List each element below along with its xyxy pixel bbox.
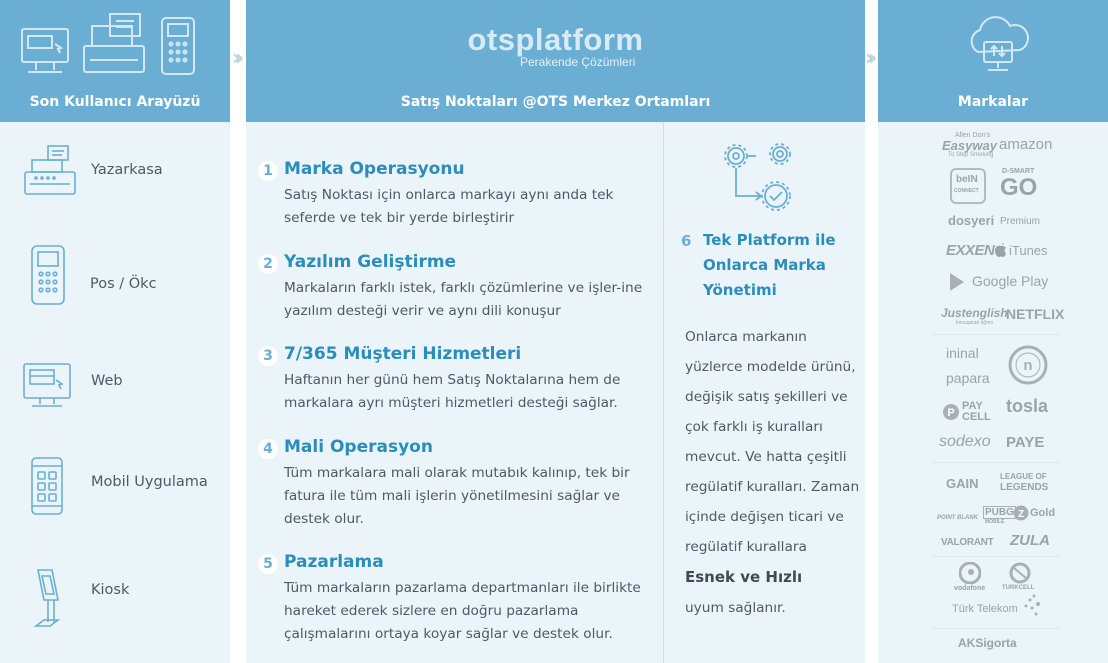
feature-6-title: Tek Platform ile Onlarca Marka Yönetimi xyxy=(703,231,836,299)
aksigorta-logo: AKSigorta xyxy=(958,636,1017,650)
google-play-icon xyxy=(948,272,966,292)
left-item-mobile xyxy=(0,456,230,516)
feature-6-highlight: Esnek ve Hızlı xyxy=(685,568,803,586)
feature-number: 6 xyxy=(681,232,692,250)
brands-title: Markalar xyxy=(957,94,1029,110)
feature-6-text: Onlarca markanın yüzlerce modelde ürünü, değişik satış şekilleri ve çok farklı iş kuralları mevcut. Ve hatta çeşitli regülatif kuralları. Zaman içinde değişen ticari ve regülatif kurallara xyxy=(685,329,860,555)
brand-separator xyxy=(933,334,1059,335)
feature-6-description xyxy=(685,322,860,623)
chevron-right-icon: ›› xyxy=(865,46,872,71)
left-item-kiosk xyxy=(0,566,230,626)
cash-register-icon xyxy=(22,142,78,198)
turkcell-logo: TURKCELL xyxy=(1002,585,1035,591)
turktelekom-logo: Türk Telekom xyxy=(952,603,1018,615)
pos-terminal-icon xyxy=(26,244,82,308)
paycell-logo-top: PAY xyxy=(962,400,983,412)
left-item-label: Yazarkasa xyxy=(91,162,163,178)
feature-description: Haftanın her günü hem Satış Noktalarına hem de markalara ayrı müşteri hizmetleri desteği sağlar. xyxy=(284,372,621,411)
vodafone-logo: vodafone xyxy=(954,585,986,592)
feature-number: 3 xyxy=(258,346,278,366)
feature-title: 7/365 Müşteri Hizmetleri xyxy=(284,344,522,364)
left-item-yazarkasa xyxy=(0,142,230,202)
feature-title: Yazılım Geliştirme xyxy=(284,252,457,272)
go-logo: GO xyxy=(1000,174,1038,201)
feature-description: Tüm markaların pazarlama departmanları ile birlikte hareket ederek sizlere en doğru pazarlama çalışmalarını ortaya koyar sağlar ve destek olur. xyxy=(284,580,641,642)
end-user-column xyxy=(0,0,230,663)
valorant-logo: VALORANT xyxy=(941,537,994,548)
brand-separator xyxy=(933,628,1059,629)
smartphone-icon xyxy=(30,456,86,518)
easyway-logo-sub: To Step Smoking xyxy=(948,152,994,158)
paycell-logo-bottom: CELL xyxy=(962,411,991,423)
turkcell-icon xyxy=(1008,562,1032,584)
center-title: Satış Noktaları @OTS Merkez Ortamları xyxy=(400,94,711,110)
googleplay-logo: Google Play xyxy=(972,273,1049,289)
left-item-pos xyxy=(0,244,230,304)
feature-title: Marka Operasyonu xyxy=(284,159,465,179)
feature-title: Mali Operasyon xyxy=(284,437,433,457)
svg-text:Z: Z xyxy=(1017,509,1025,520)
papara-logo: papara xyxy=(946,370,990,386)
left-item-label: Web xyxy=(91,373,123,389)
feature-6-tail: uyum sağlanır. xyxy=(685,600,786,616)
bein-logo xyxy=(950,168,986,204)
bein-logo-text: beIN xyxy=(956,174,978,185)
svg-text:n: n xyxy=(1023,357,1033,374)
center-header xyxy=(246,0,865,122)
zgold-logo: Gold xyxy=(1030,507,1056,519)
svg-text:P: P xyxy=(947,407,955,419)
brands-column xyxy=(878,0,1108,663)
easyway-logo-top: Allen Don's xyxy=(955,132,991,139)
brand-separator xyxy=(933,462,1059,463)
turktelekom-icon xyxy=(1022,594,1044,618)
otsplatform-logo: otsplatform xyxy=(467,22,644,57)
brands-header xyxy=(878,0,1108,122)
apple-icon xyxy=(994,242,1008,258)
kiosk-icon xyxy=(26,566,82,632)
sodexo-logo: sodexo xyxy=(939,433,991,450)
dosyeri-logo: dosyeri xyxy=(948,213,995,228)
tosla-logo: tosla xyxy=(1006,396,1049,416)
feature-number: 2 xyxy=(258,254,278,274)
feature-description: Markaların farklı istek, farklı çözümlerine ve işler-ine yazılım desteği verir ve aynı dili konuşur xyxy=(284,280,643,319)
brand-separator xyxy=(933,556,1059,557)
left-item-label: Mobil Uygulama xyxy=(91,474,208,490)
pubg-logo: PUBG xyxy=(985,507,1014,518)
chevron-right-icon: ›› xyxy=(232,46,239,71)
feature-number: 4 xyxy=(258,439,278,459)
feature-number: 5 xyxy=(258,554,278,574)
column-divider xyxy=(663,122,664,663)
feature-number: 1 xyxy=(258,161,278,181)
itunes-logo: iTunes xyxy=(1009,243,1048,258)
z-coin-icon xyxy=(1013,505,1029,521)
easyway-logo: Easyway xyxy=(942,138,997,153)
justenglish-logo: Justenglish xyxy=(941,306,1008,320)
end-user-header xyxy=(0,0,230,122)
logo-subtitle: Perakende Çözümleri xyxy=(520,55,636,69)
amazon-logo: amazon xyxy=(999,136,1053,153)
cloud-computer-icon xyxy=(962,12,1036,82)
ininal-logo: ininal xyxy=(946,345,979,361)
gears-workflow-icon xyxy=(718,138,798,218)
feature-title: Pazarlama xyxy=(284,552,384,572)
lol-logo-top: LEAGUE OF xyxy=(1000,472,1047,481)
bein-logo-sub: CONNECT xyxy=(954,188,979,194)
feature-description: Tüm markalara mali olarak mutabık kalınıp, tek bir fatura ile tüm mali işlerin yönetilmesini sağlar ve destek olur. xyxy=(284,465,630,527)
left-item-web xyxy=(0,362,230,422)
devices-illustration-icon xyxy=(20,12,210,82)
gain-logo: GAIN xyxy=(946,476,979,491)
paycell-icon xyxy=(942,403,960,421)
n-coin-logo-icon xyxy=(1008,345,1048,385)
paye-logo: PAYE xyxy=(1006,434,1045,451)
vodafone-icon xyxy=(959,562,981,584)
end-user-title: Son Kullanıcı Arayüzü xyxy=(29,94,201,110)
dsmart-logo: D-SMART xyxy=(1002,168,1035,175)
justenglish-logo-sub: konuşarak öğren xyxy=(956,320,994,326)
dosyeri-premium: Premium xyxy=(1000,216,1041,227)
exxen-logo: EXXEN xyxy=(946,242,995,259)
netflix-logo: NETFLIX xyxy=(1006,306,1065,322)
left-item-label: Pos / Ökc xyxy=(90,276,157,292)
pubg-logo-sub: MOBILE xyxy=(985,519,1005,525)
left-item-label: Kiosk xyxy=(91,582,130,598)
monitor-icon xyxy=(22,362,78,412)
pointblank-logo: POINT BLANK xyxy=(937,515,978,521)
zula-logo: ZULA xyxy=(1010,532,1050,549)
feature-description: Satış Noktası için onlarca markayı aynı anda tek seferde ve tek bir yerde birleştirir xyxy=(284,187,614,226)
lol-logo-bottom: LEGENDS xyxy=(1000,482,1049,493)
